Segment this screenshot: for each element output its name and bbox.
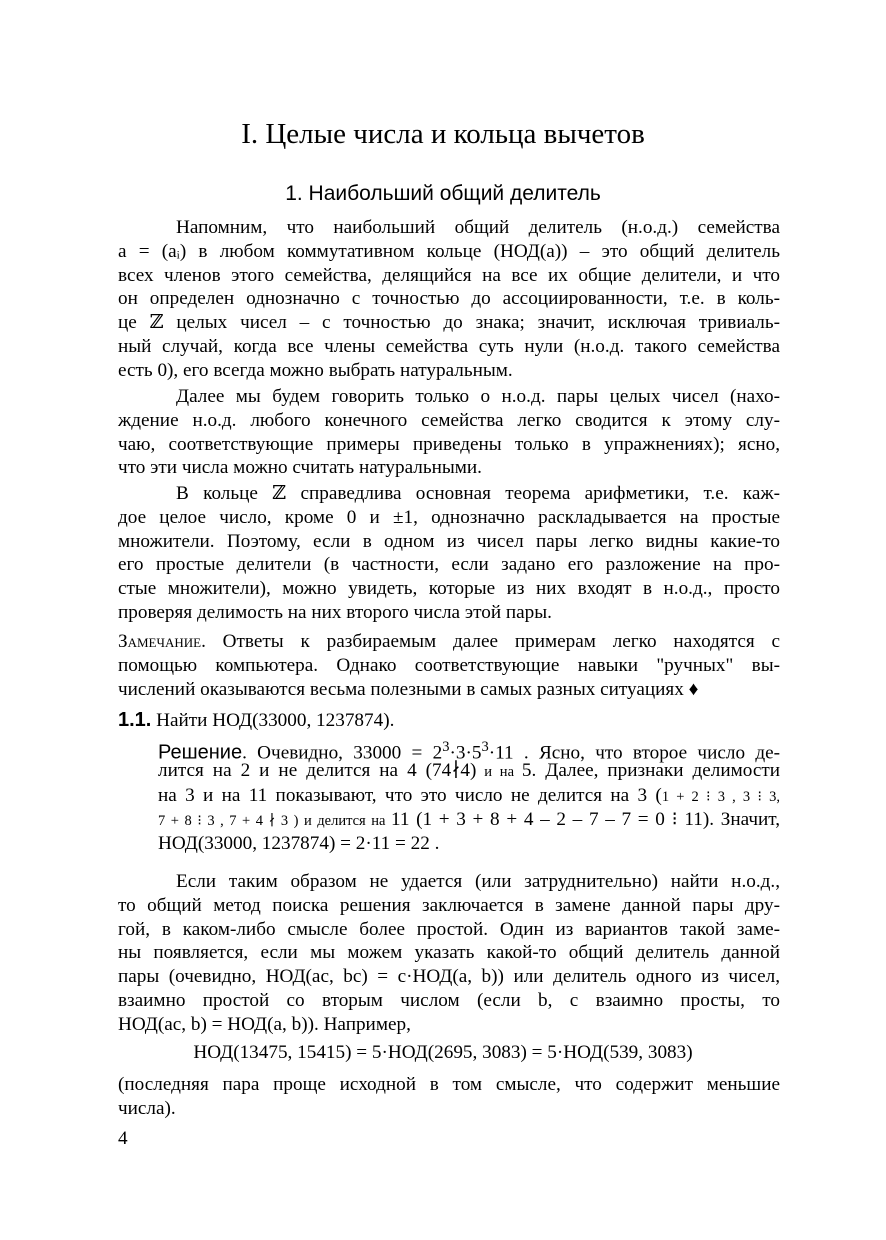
text-line	[158, 759, 780, 783]
text-line: проверяя делимость на них второго числа этой пары.	[118, 601, 552, 623]
text-line: Далее мы будем говорить только о н.о.д. пары целых чисел (нахо-	[176, 386, 780, 407]
text-line: НОД(ac, b) = НОД(a, b)). Например,	[118, 1013, 411, 1035]
text-line	[158, 808, 780, 832]
text-line: то общий метод поиска решения заключается в замене данной пары дру-	[118, 894, 780, 916]
exponent: 3	[442, 739, 450, 755]
paragraph-intro	[118, 216, 780, 383]
text-part: 5. Далее, признаки делимости	[521, 760, 780, 782]
problem-text: Найти НОД(33000, 1237874).	[156, 710, 395, 731]
text-line: числа).	[118, 1097, 176, 1119]
text-line: что эти числа можно считать натуральными.	[118, 457, 482, 479]
text-part: ·11 . Ясно, что второе число де-	[488, 742, 781, 764]
problem-number: 1.1.	[118, 709, 152, 731]
text-line: его простые делители (в частности, если задано его разложение на про-	[118, 554, 780, 576]
problem-statement	[118, 709, 394, 732]
paragraph-closing	[118, 1073, 780, 1121]
display-formula: НОД(13475, 15415) = 5·НОД(2695, 3083) = 5·НОД(539, 3083)	[193, 1042, 693, 1063]
text-line: Напомним, что наибольший общий делитель (н.о.д.) семейства	[176, 217, 780, 238]
text-line: ны появляется, если мы можем указать какой-то общий делитель данной	[118, 942, 780, 964]
remark-label: Замечание	[118, 631, 202, 652]
paragraph-arithmetic	[118, 482, 780, 625]
text-line: a = (aᵢ) в любом коммутативном кольце (НОД(a)) – это общий делитель	[118, 240, 780, 262]
text-line: В кольце ℤ справедлива основная теорема арифметики, т.е. каж-	[176, 483, 780, 504]
page-number: 4	[118, 1128, 128, 1149]
remark	[118, 630, 780, 701]
text-part: и на	[476, 764, 522, 781]
text-line: гой, в каком-либо смысле более простой. Один из вариантов такой заме-	[118, 918, 780, 940]
text-line: це ℤ целых чисел – с точностью до знака; значит, исключая тривиаль-	[118, 312, 780, 334]
section-title: 1. Наибольший общий делитель	[285, 182, 601, 205]
text-line: всех членов этого семейства, делящийся на все их общие делители, и что	[118, 264, 780, 286]
text-line: пары (очевидно, НОД(ac, bc) = c·НОД(a, b)) или делитель одного из чисел,	[118, 966, 780, 988]
text-line: числений оказываются весьма полезными в самых разных ситуациях ♦	[118, 678, 699, 700]
paragraph-method	[118, 870, 780, 1037]
chapter-title: I. Целые числа и кольца вычетов	[241, 118, 645, 150]
remark-text: . Ответы к разбираемым далее примерам легко находятся с	[201, 631, 780, 652]
text-line	[158, 735, 781, 764]
text-part: лится на 2 и не делится на 4 (74∤4)	[158, 760, 477, 782]
text-line	[158, 784, 780, 808]
text-line: дое целое число, кроме 0 и ±1, однозначно раскладывается на простые	[118, 506, 780, 528]
paragraph-pairs	[118, 385, 780, 480]
text-part: и делится на	[298, 812, 391, 829]
text-part: ·3·5	[449, 742, 482, 764]
text-part: 11 (1 + 3 + 8 + 4 – 2 – 7 – 7 = 0 ⁝ 11). Значит,	[390, 808, 780, 830]
exponent: 3	[481, 739, 489, 755]
text-line: взаимно простой со вторым числом (если b, c взаимно просты, то	[118, 989, 780, 1011]
text-line	[118, 630, 780, 654]
text-line: НОД(33000, 1237874) = 2·11 = 22 .	[158, 833, 440, 855]
text-line: есть 0), его всегда можно выбрать натуральным.	[118, 359, 513, 381]
text-line: стые множители), можно увидеть, которые из них входят в н.о.д., просто	[118, 578, 780, 600]
text-line: ный случай, когда все члены семейства суть нули (н.о.д. такого семейства	[118, 335, 780, 357]
text-line: он определен однозначно с точностью до ассоциированности, т.е. в коль-	[118, 288, 780, 310]
text-part: 1 + 2 ⁝ 3 , 3 ⁝ 3,	[661, 788, 780, 805]
text-part: . Очевидно, 33000 = 2	[242, 742, 443, 764]
text-line: чаю, соответствующие примеры приведены только в упражнениях); ясно,	[118, 433, 780, 455]
text-line: помощью компьютера. Однако соответствующие навыки "ручных" вы-	[118, 654, 780, 676]
solution-label: Решение	[158, 741, 243, 764]
solution	[158, 735, 780, 856]
text-line: ждение н.о.д. любого конечного семейства легко сводится к этому слу-	[118, 409, 780, 431]
text-line: множители. Поэтому, если в одном из чисел пары легко видны какие-то	[118, 530, 780, 552]
text-line: Если таким образом не удается (или затруднительно) найти н.о.д.,	[176, 871, 780, 892]
text-part: 7 + 8 ⁝ 3 , 7 + 4 ∤ 3 )	[158, 812, 299, 829]
text-part: на 3 и на 11 показывают, что это число не делится на 3 (	[158, 784, 662, 806]
text-line: (последняя пара проще исходной в том смысле, что содержит меньшие	[118, 1074, 780, 1095]
